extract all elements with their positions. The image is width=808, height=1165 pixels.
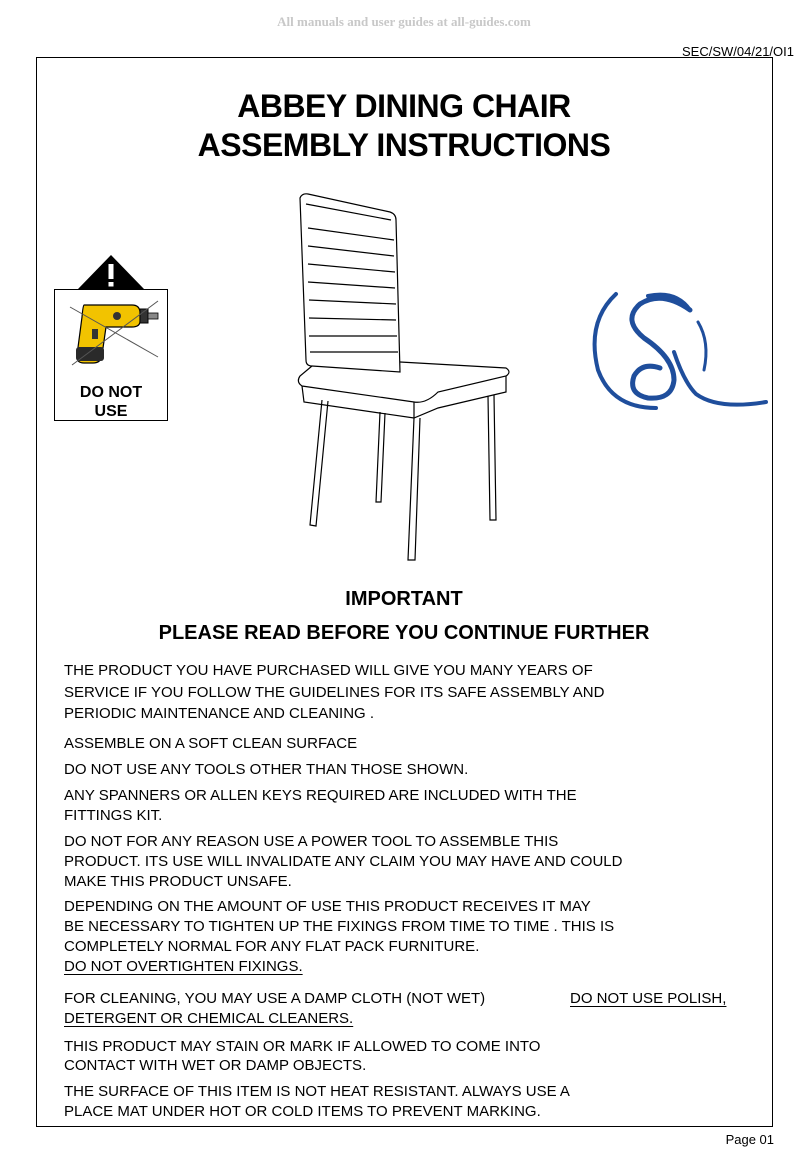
text-line-underlined: DETERGENT OR CHEMICAL CLEANERS. bbox=[64, 1010, 354, 1027]
page-title-line2: ASSEMBLY INSTRUCTIONS bbox=[197, 127, 611, 163]
text-line: ANY SPANNERS OR ALLEN KEYS REQUIRED ARE INCLUDED WITH THE bbox=[64, 787, 577, 804]
do-not-use-label bbox=[54, 383, 168, 421]
text-line: PRODUCT. ITS USE WILL INVALIDATE ANY CLAIM YOU MAY HAVE AND COULD bbox=[64, 853, 623, 870]
text-line: THIS PRODUCT MAY STAIN OR MARK IF ALLOWED TO COME INTO bbox=[64, 1038, 541, 1055]
text-line: DEPENDING ON THE AMOUNT OF USE THIS PRODUCT RECEIVES IT MAY bbox=[64, 898, 591, 915]
text-line: FOR CLEANING, YOU MAY USE A DAMP CLOTH (NOT WET) bbox=[64, 990, 486, 1007]
chair-illustration bbox=[250, 190, 520, 570]
page-number: Page 01 bbox=[725, 1132, 774, 1147]
watermark: All manuals and user guides at all-guides.com bbox=[277, 14, 531, 29]
text-line: MAKE THIS PRODUCT UNSAFE. bbox=[64, 873, 292, 890]
text-line: ASSEMBLE ON A SOFT CLEAN SURFACE bbox=[64, 735, 358, 752]
important-heading: IMPORTANT bbox=[345, 588, 463, 610]
text-line: COMPLETELY NORMAL FOR ANY FLAT PACK FURNITURE. bbox=[64, 938, 480, 955]
text-line: THE SURFACE OF THIS ITEM IS NOT HEAT RESISTANT. ALWAYS USE A bbox=[64, 1083, 570, 1100]
text-line: DO NOT USE ANY TOOLS OTHER THAN THOSE SHOWN. bbox=[64, 761, 469, 778]
text-line: BE NECESSARY TO TIGHTEN UP THE FIXINGS FROM TIME TO TIME . THIS IS bbox=[64, 918, 615, 935]
document-code: SEC/SW/04/21/OI1 bbox=[682, 44, 794, 59]
warning-triangle-icon bbox=[76, 254, 146, 290]
text-line: FITTINGS KIT. bbox=[64, 807, 163, 824]
power-drill-prohibited-icon bbox=[62, 295, 162, 375]
text-line: THE PRODUCT YOU HAVE PURCHASED WILL GIVE YOU MANY YEARS OF bbox=[64, 662, 593, 679]
text-line: PERIODIC MAINTENANCE AND CLEANING . bbox=[64, 705, 375, 722]
text-line-underlined: DO NOT OVERTIGHTEN FIXINGS. bbox=[64, 958, 303, 975]
page-title-line1: ABBEY DINING CHAIR bbox=[237, 88, 571, 124]
read-before-heading: PLEASE READ BEFORE YOU CONTINUE FURTHER bbox=[158, 622, 650, 644]
do-not-use-line1: DO NOT bbox=[79, 384, 143, 401]
do-not-use-line2: USE bbox=[94, 403, 128, 420]
text-line: PLACE MAT UNDER HOT OR COLD ITEMS TO PREVENT MARKING. bbox=[64, 1103, 541, 1120]
text-line: SERVICE IF YOU FOLLOW THE GUIDELINES FOR ITS SAFE ASSEMBLY AND bbox=[64, 684, 605, 701]
text-line: DO NOT FOR ANY REASON USE A POWER TOOL TO ASSEMBLE THIS bbox=[64, 833, 559, 850]
text-line: CONTACT WITH WET OR DAMP OBJECTS. bbox=[64, 1057, 367, 1074]
s-monogram-logo bbox=[578, 282, 768, 422]
text-line-underlined: DO NOT USE POLISH, bbox=[570, 990, 727, 1007]
